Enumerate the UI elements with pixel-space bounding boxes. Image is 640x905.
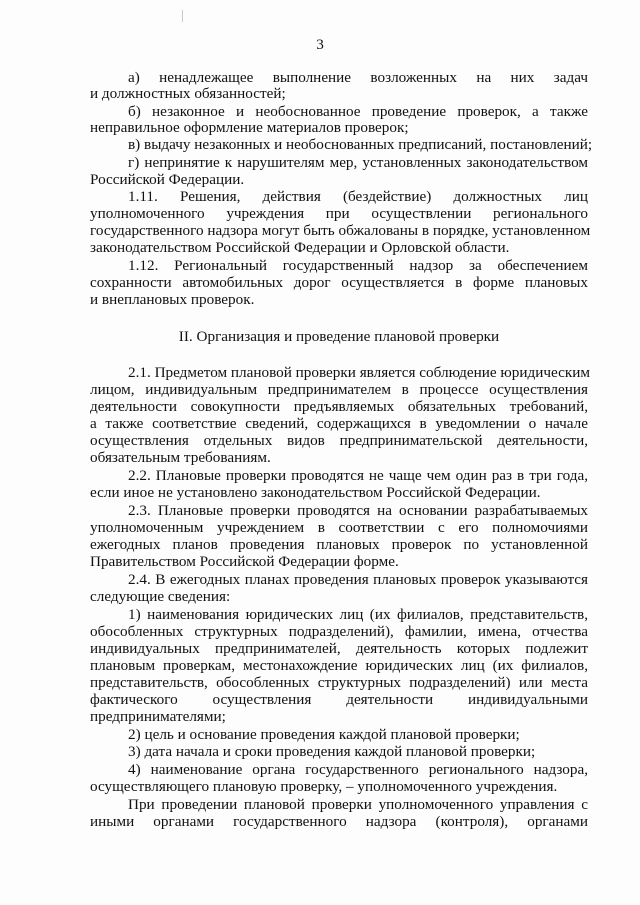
text-line: При проведении плановой проверки уполномоченного управления с (128, 796, 588, 813)
text-line: 4) наименование органа государственного регионального надзора, (128, 761, 588, 778)
text-line: 2.1. Предметом плановой проверки является соблюдение юридическим (128, 364, 590, 381)
text-line: ежегодных планов проведения плановых проверок по установленной (90, 536, 588, 553)
text-line: предпринимателями; (90, 708, 226, 725)
text-line: 1) наименования юридических лиц (их филиалов, представительств, (128, 606, 588, 623)
text-line: индивидуальных предпринимателей, деятельность которых подлежит (90, 640, 588, 657)
text-line: если иное не установлено законодательством Российской Федерации. (90, 484, 541, 501)
text-line: и должностных обязанностей; (90, 85, 286, 102)
text-line: лицом, индивидуальным предпринимателем в процессе осуществления (90, 381, 588, 398)
text-line: обособленных структурных подразделений), фамилии, имена, отчества (90, 623, 588, 640)
text-line: уполномоченного учреждения при осуществлении регионального (90, 205, 588, 222)
text-line: а также соответствие сведений, содержащихся в уведомлении о начале (90, 415, 588, 432)
scan-artifact-mark (182, 10, 183, 22)
section-heading: II. Организация и проведение плановой проверки (178, 328, 500, 345)
text-line: иными органами государственного надзора (контроля), органами (90, 813, 588, 830)
text-line: государственного надзора могут быть обжалованы в порядке, установленном (90, 222, 591, 239)
text-line: 1.11. Решения, действия (бездействие) должностных лиц (128, 188, 588, 205)
text-line: уполномоченным учреждением в соответствии с его полномочиями (90, 519, 588, 536)
text-line: деятельности совокупности предъявляемых обязательных требований, (90, 398, 588, 415)
text-line: законодательством Российской Федерации и Орловской области. (90, 239, 510, 256)
page-number: 3 (316, 36, 324, 53)
text-line: 2.2. Плановые проверки проводятся не чаще чем один раз в три года, (128, 467, 588, 484)
text-line: г) непринятие к нарушителям мер, установленных законодательством (128, 154, 588, 171)
text-line: и внеплановых проверок. (90, 291, 255, 308)
text-line: 3) дата начала и сроки проведения каждой плановой проверки; (128, 743, 536, 760)
text-line: 2) цель и основание проведения каждой плановой проверки; (128, 726, 520, 743)
text-line: следующие сведения: (90, 588, 231, 605)
text-line: осуществляющего плановую проверку, – уполномоченного учреждения. (90, 778, 558, 795)
text-line: представительств, обособленных структурных подразделений) или места (90, 674, 588, 691)
text-line: неправильное оформление материалов проверок; (90, 119, 409, 136)
text-line: Правительством Российской Федерации форме. (90, 553, 399, 570)
text-line: Российской Федерации. (90, 171, 245, 188)
text-line: осуществления отдельных видов предпринимательской деятельности, (90, 432, 588, 449)
text-line: б) незаконное и необоснованное проведение проверок, а также (128, 103, 588, 120)
text-line: обязательным требованиям. (90, 449, 271, 466)
text-line: плановым проверкам, местонахождение юридических лиц (их филиалов, (90, 657, 588, 674)
text-line: в) выдачу незаконных и необоснованных предписаний, постановлений; (128, 136, 593, 153)
text-line: 2.3. Плановые проверки проводятся на основании разрабатываемых (128, 502, 588, 519)
text-line: 1.12. Региональный государственный надзор за обеспечением (128, 257, 588, 274)
text-line: а) ненадлежащее выполнение возложенных на них задач (128, 69, 588, 86)
text-line: сохранности автомобильных дорог осуществляется в форме плановых (90, 274, 588, 291)
text-line: фактического осуществления деятельности индивидуальными (90, 691, 588, 708)
text-line: 2.4. В ежегодных планах проведения плановых проверок указываются (128, 571, 588, 588)
